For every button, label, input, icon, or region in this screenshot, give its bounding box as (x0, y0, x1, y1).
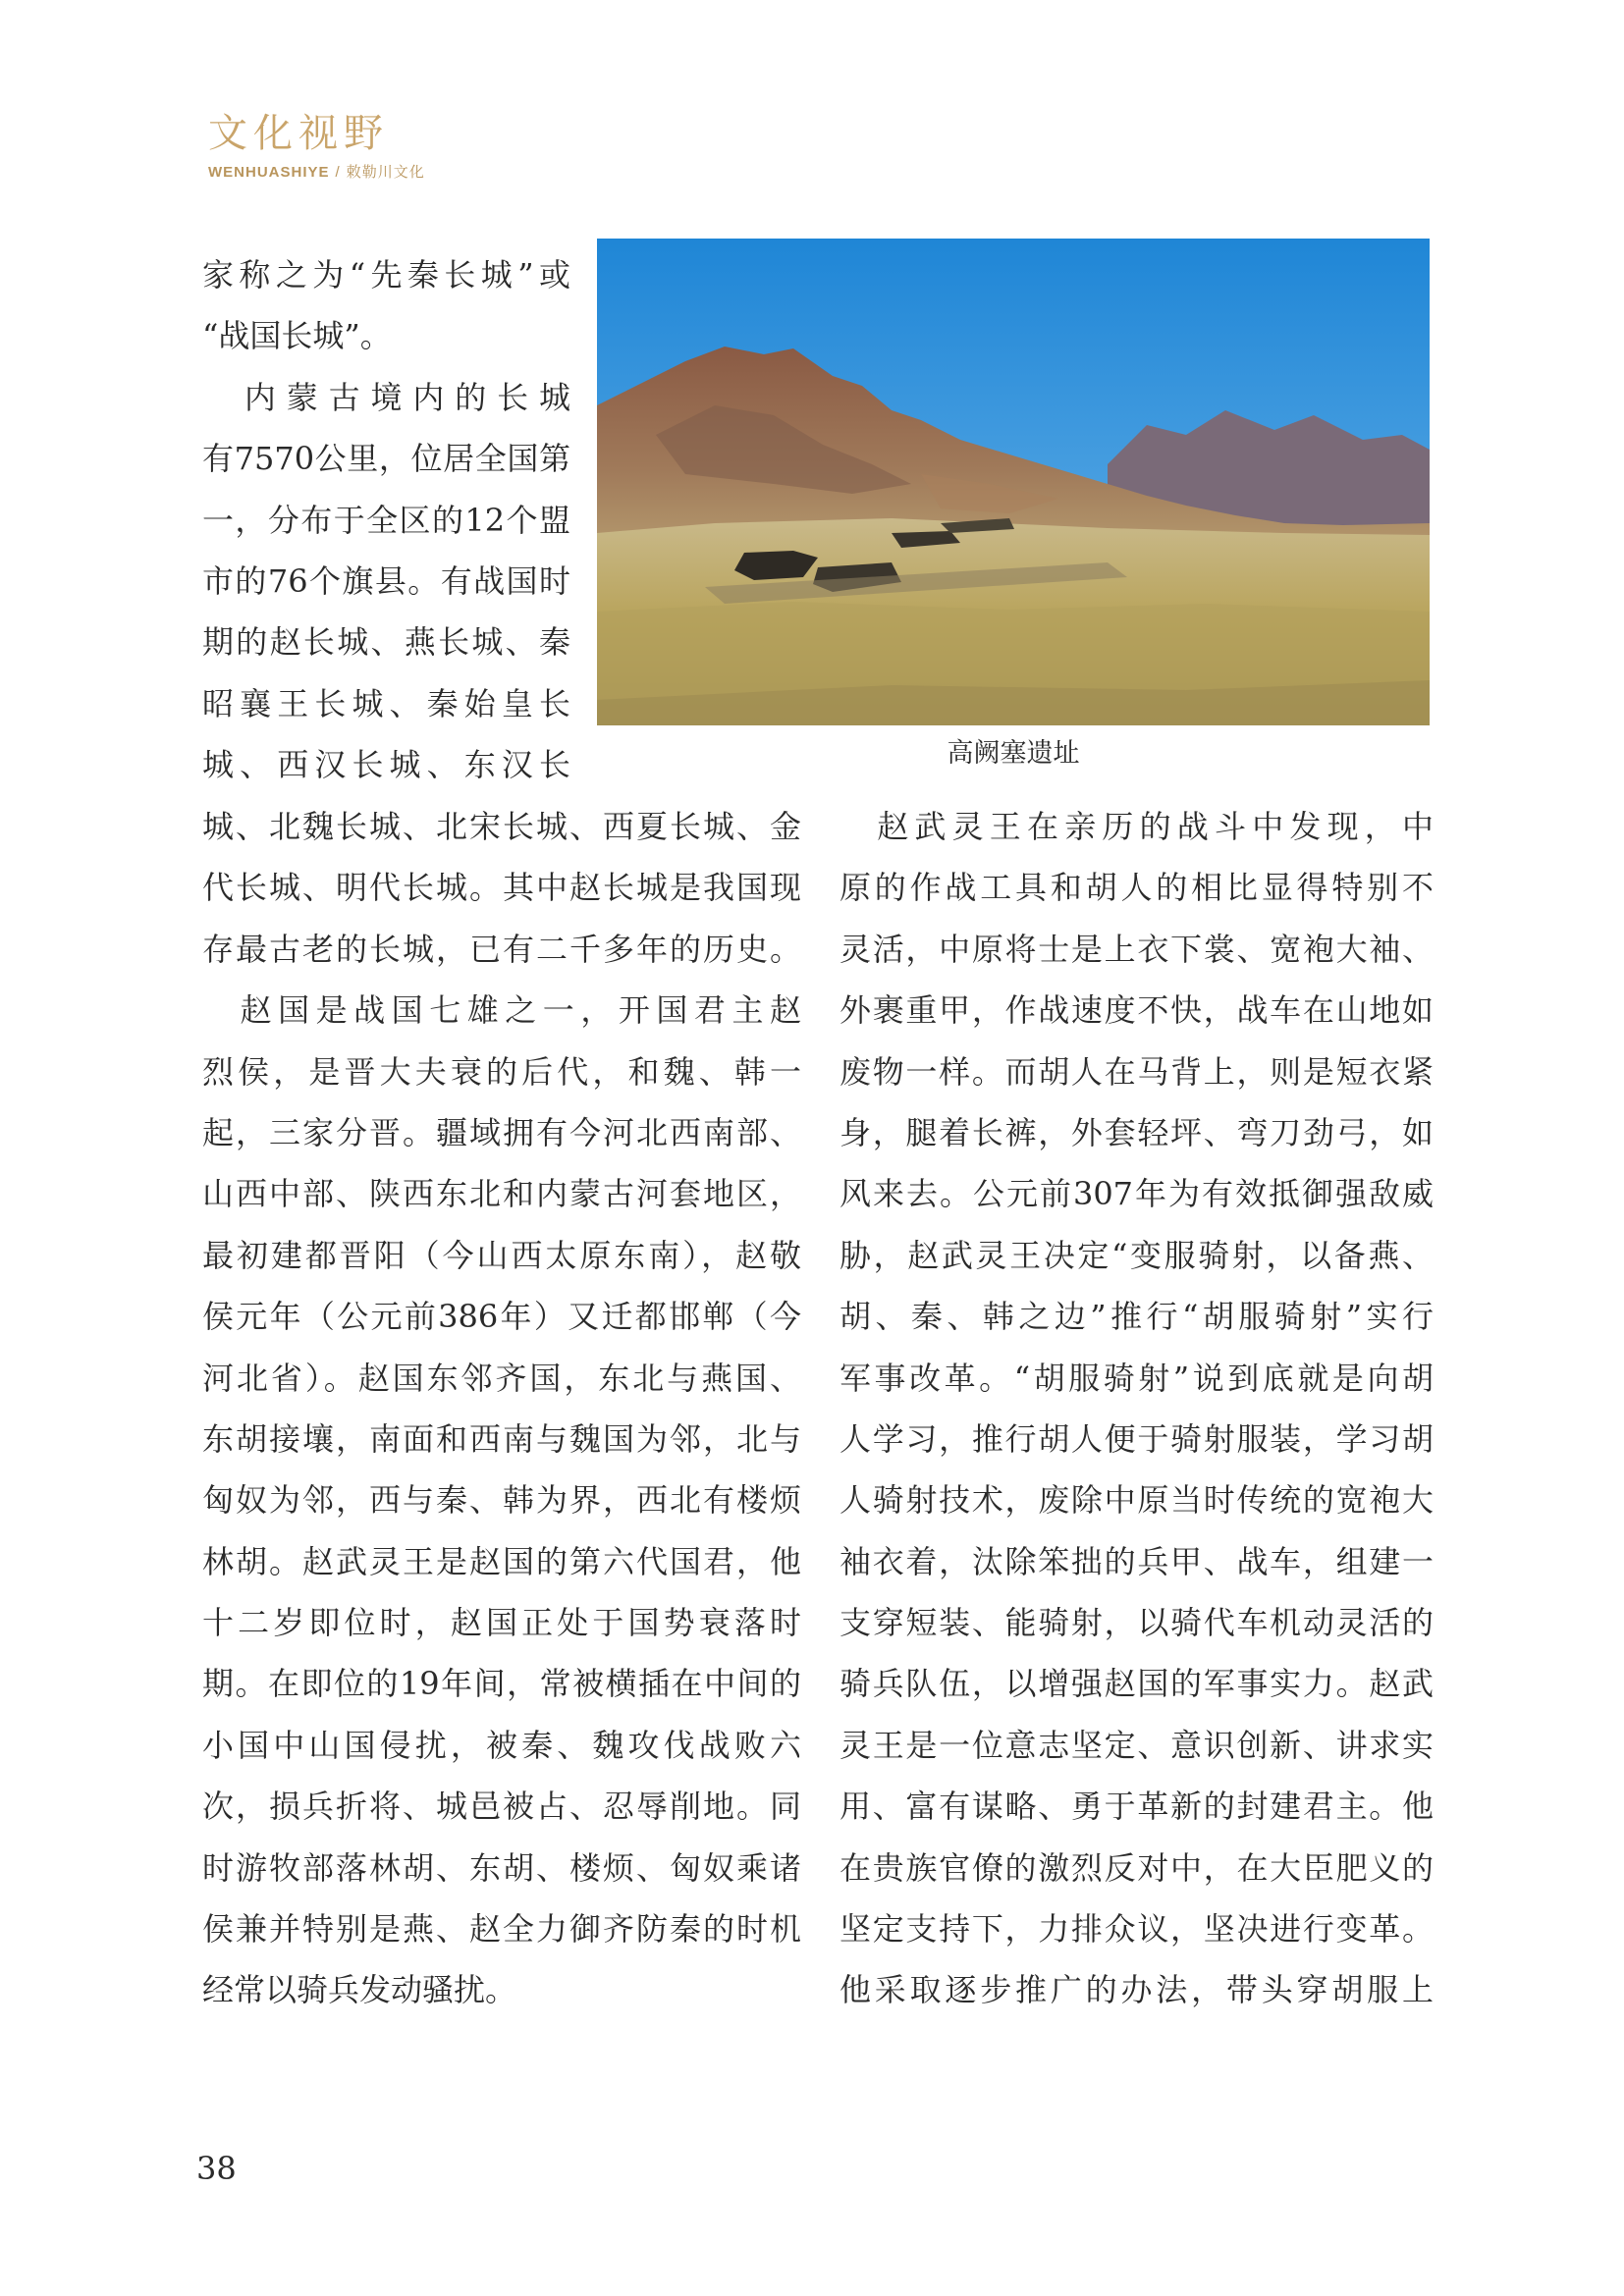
left-column-top (202, 244, 570, 796)
text-line: 赵武灵王在亲历的战斗中发现，中 (839, 808, 1434, 845)
text-line: 侯兼并特别是燕、赵全力御齐防秦的时机 (202, 1910, 801, 1949)
text-line: 支穿短装、能骑射，以骑代车机动灵活的 (839, 1604, 1434, 1642)
page-number: 38 (196, 2150, 237, 2187)
text-line: 经常以骑兵发动骚扰。 (202, 1971, 517, 2009)
text-line: 期。在即位的19年间，常被横插在中间的 (202, 1665, 801, 1703)
subtitle-divider: / (335, 164, 341, 181)
gaoque-fortress-photo (597, 239, 1430, 725)
section-subtitle (208, 161, 425, 182)
left-column-body (202, 796, 801, 2021)
text-line: 山西中部、陕西东北和内蒙古河套地区， (202, 1175, 801, 1213)
text-line: 城、北魏长城、北宋长城、西夏长城、金 (202, 808, 801, 845)
right-column-body (839, 796, 1434, 2021)
text-line: 坚定支持下，力排众议，坚决进行变革。 (839, 1910, 1434, 1949)
text-line: 林胡。赵武灵王是赵国的第六代国君，他 (202, 1542, 801, 1580)
section-subtitle-en: WENHUASHIYE (208, 164, 330, 181)
text-line: 灵活，中原将士是上衣下裳、宽袍大袖、 (839, 930, 1434, 968)
text-line: 赵国是战国七雄之一，开国君主赵 (202, 991, 801, 1030)
text-line: 人学习，推行胡人便于骑射服装，学习胡 (839, 1419, 1434, 1458)
text-line: 有7570公里，位居全国第 (202, 440, 570, 478)
text-line: 身，腿着长裤，外套轻坪、弯刀劲弓，如 (839, 1113, 1434, 1151)
text-line: 风来去。公元前307年为有效抵御强敌威 (839, 1175, 1434, 1213)
text-line: 在贵族官僚的激烈反对中，在大臣肥义的 (839, 1848, 1434, 1887)
text-line: 人骑射技术，废除中原当时传统的宽袍大 (839, 1481, 1434, 1520)
running-header (208, 110, 425, 182)
text-line: 匈奴为邻，西与秦、韩为界，西北有楼烦 (202, 1481, 801, 1520)
text-line: 烈侯，是晋大夫衰的后代，和魏、韩一 (202, 1052, 801, 1091)
text-line: 城、西汉长城、东汉长 (202, 746, 570, 784)
text-line: 东胡接壤，南面和西南与魏国为邻，北与 (202, 1419, 801, 1458)
text-line: 河北省）。赵国东邻齐国，东北与燕国、 (202, 1359, 801, 1397)
text-line: 一，分布于全区的12个盟 (202, 501, 570, 539)
text-line: 骑兵队伍，以增强赵国的军事实力。赵武 (839, 1665, 1434, 1703)
text-line: 期的赵长城、燕长城、秦 (202, 623, 570, 662)
text-line: 小国中山国侵扰，被秦、魏攻伐战败六 (202, 1726, 801, 1764)
text-line: 胁，赵武灵王决定“变服骑射，以备燕、 (839, 1236, 1434, 1274)
text-line: 十二岁即位时，赵国正处于国势衰落时 (202, 1604, 801, 1642)
section-title: 文化视野 (208, 111, 389, 156)
text-line: 起，三家分晋。疆域拥有今河北西南部、 (202, 1113, 801, 1151)
text-line: 他采取逐步推广的办法，带头穿胡服上 (839, 1971, 1434, 2009)
text-line: 军事改革。“胡服骑射”说到底就是向胡 (839, 1359, 1434, 1397)
text-line: 市的76个旗县。有战国时 (202, 561, 570, 600)
landscape-illustration (597, 239, 1430, 725)
text-line: 原的作战工具和胡人的相比显得特别不 (839, 869, 1434, 907)
text-line: 侯元年（公元前386年）又迁都邯郸（今 (202, 1298, 801, 1336)
text-line: “战国长城”。 (202, 317, 392, 355)
text-line: 废物一样。而胡人在马背上，则是短衣紧 (839, 1052, 1434, 1091)
text-line: 存最古老的长城，已有二千多年的历史。 (202, 930, 801, 968)
text-line: 时游牧部落林胡、东胡、楼烦、匈奴乘诸 (202, 1848, 801, 1887)
text-line: 内蒙古境内的长城 (202, 378, 570, 416)
section-subtitle-cn: 敕勒川文化 (346, 164, 425, 181)
text-line: 代长城、明代长城。其中赵长城是我国现 (202, 869, 801, 907)
text-line: 用、富有谋略、勇于革新的封建君主。他 (839, 1788, 1434, 1826)
photo-caption: 高阙塞遗址 (947, 738, 1080, 769)
text-line: 袖衣着，汰除笨拙的兵甲、战车，组建一 (839, 1542, 1434, 1580)
text-line: 灵王是一位意志坚定、意识创新、讲求实 (839, 1726, 1434, 1764)
text-line: 最初建都晋阳（今山西太原东南），赵敬 (202, 1236, 801, 1274)
text-line: 次，损兵折将、城邑被占、忍辱削地。同 (202, 1788, 801, 1826)
text-line: 外裹重甲，作战速度不快，战车在山地如 (839, 991, 1434, 1030)
text-line: 家称之为“先秦长城”或 (202, 256, 570, 294)
text-line: 昭襄王长城、秦始皇长 (202, 684, 570, 722)
text-line: 胡、秦、韩之边”推行“胡服骑射”实行 (839, 1298, 1434, 1336)
